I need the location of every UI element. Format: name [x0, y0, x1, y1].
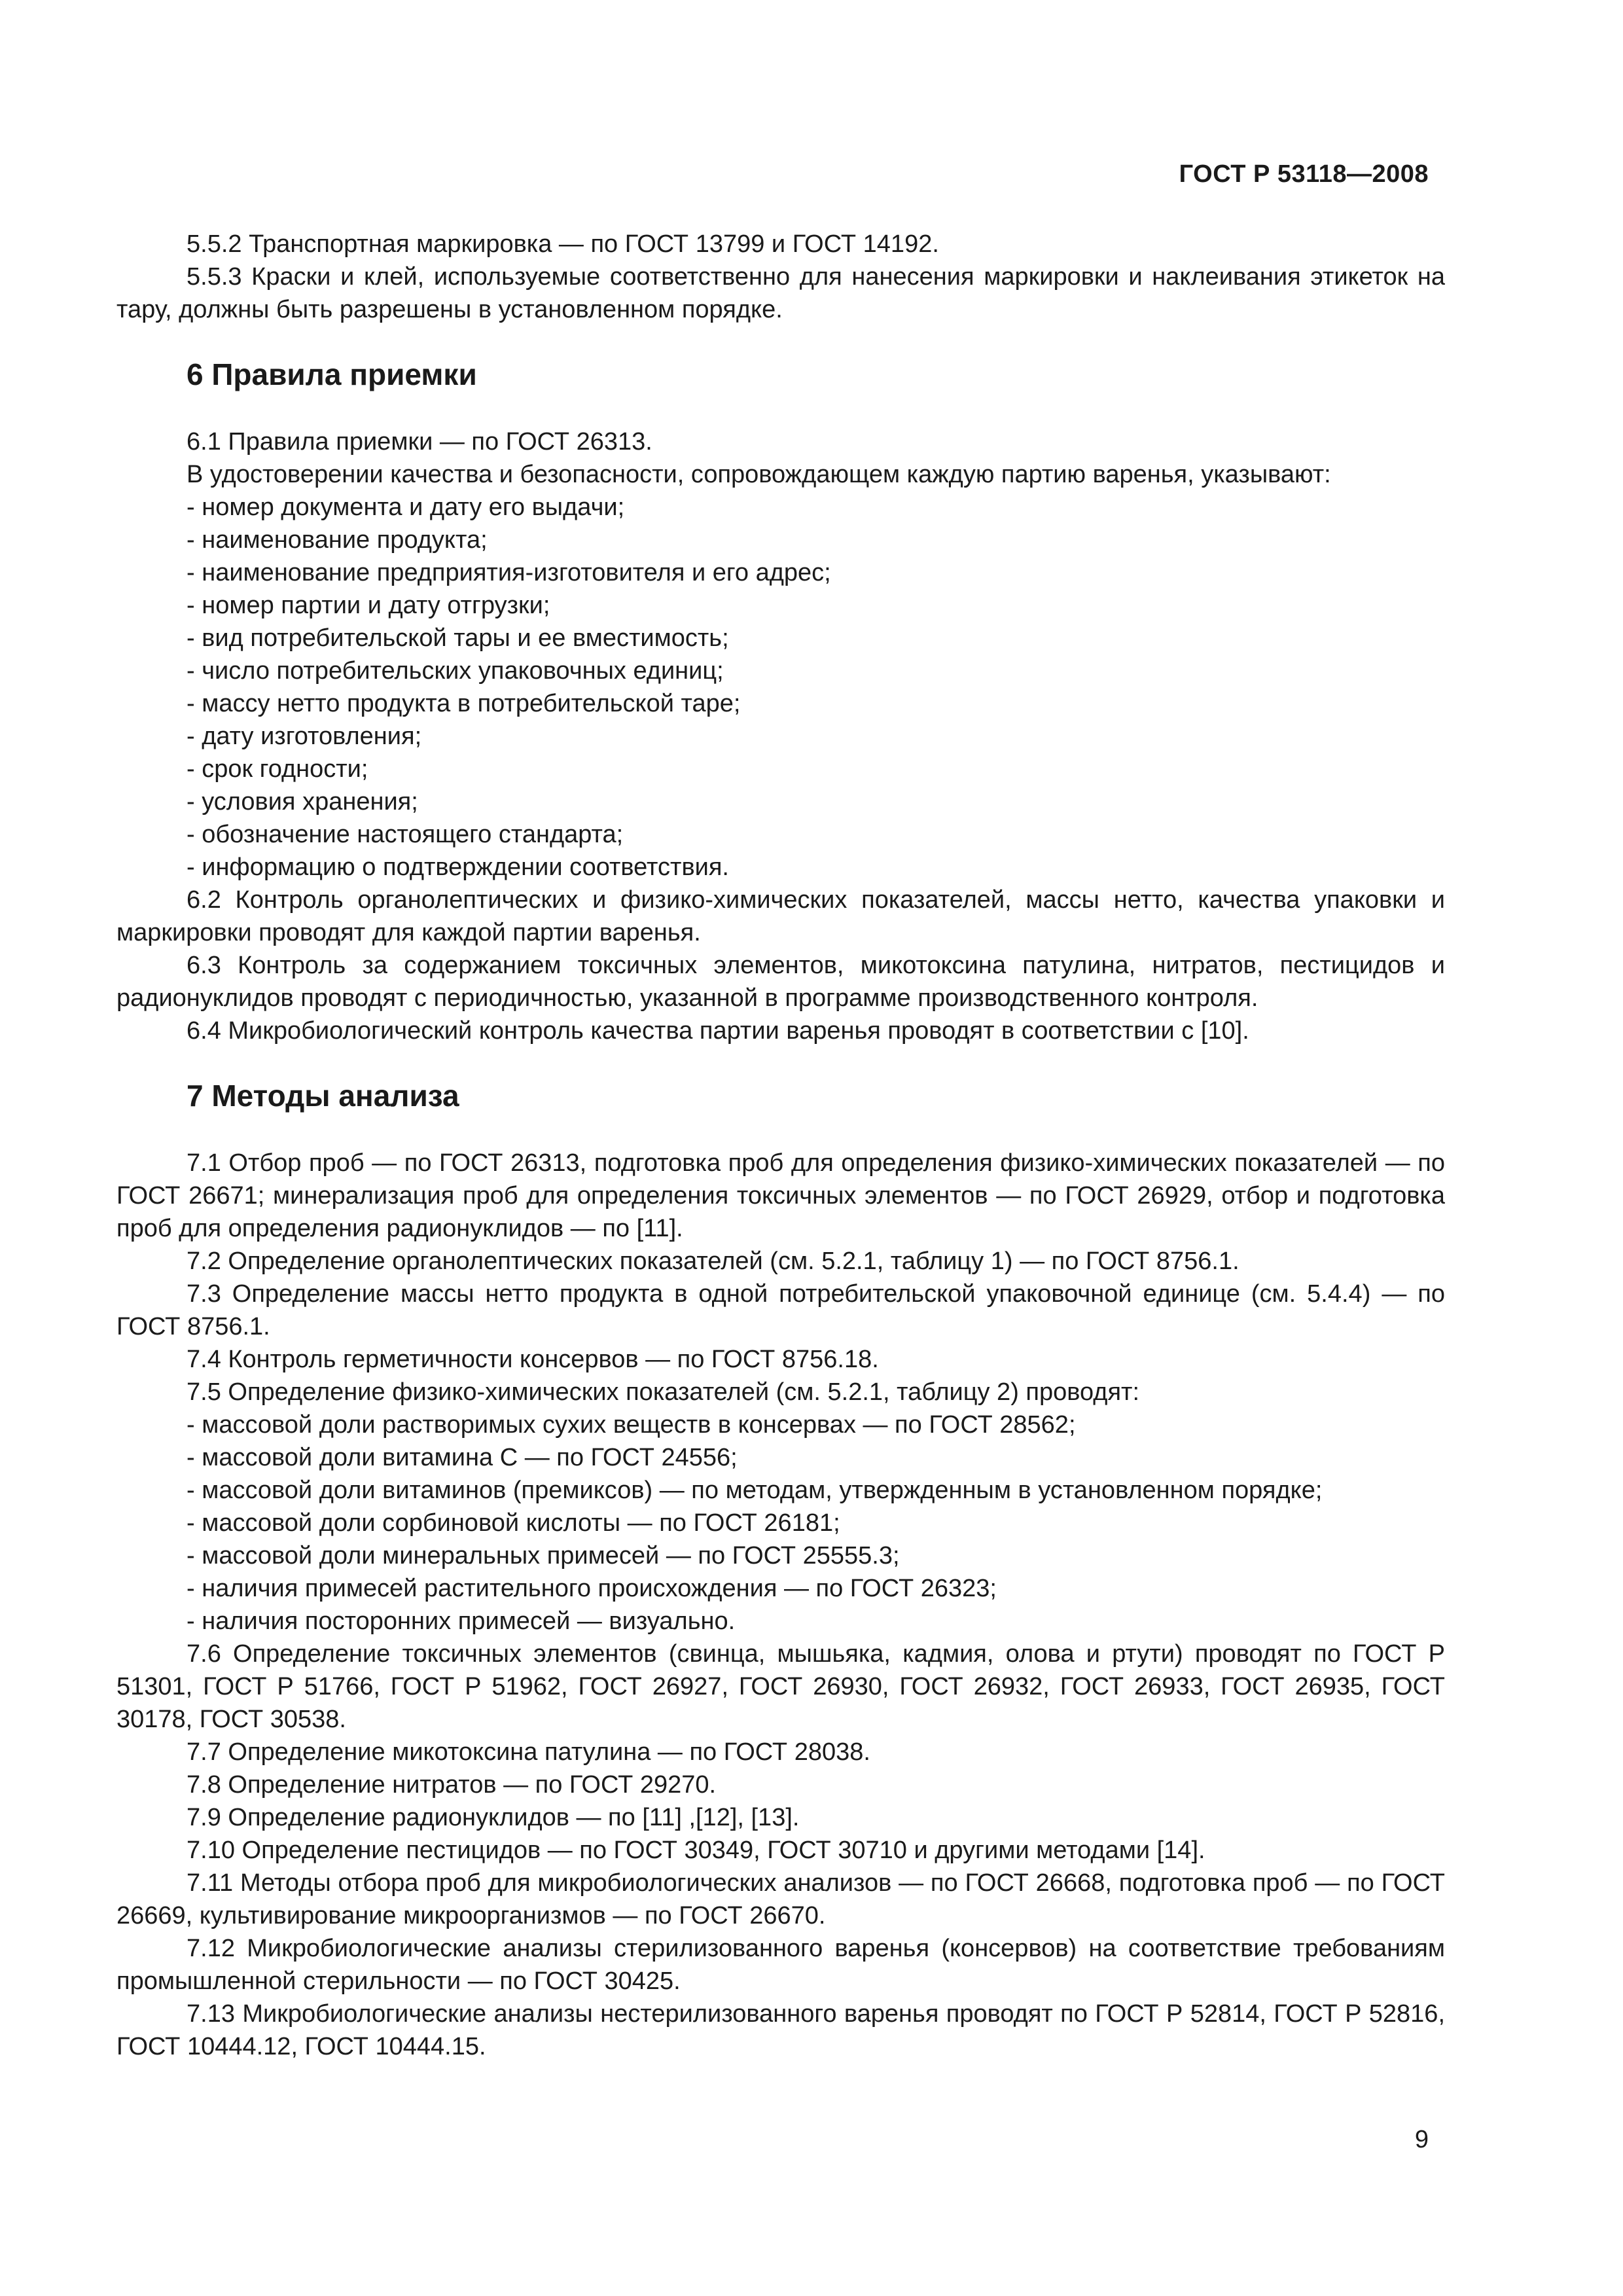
section-7-5-list — [116, 1408, 1445, 1638]
list-item: - наличия примесей растительного происхождения — по ГОСТ 26323; — [187, 1575, 997, 1602]
clause-7-13: 7.13 Микробиологические анализы нестерилизованного варенья проводят по ГОСТ Р 52814, ГОСТ Р 52816, ГОСТ 10444.12, ГОСТ 10444.15. — [116, 2000, 1445, 2060]
clause-6-1-intro: В удостоверении качества и безопасности, сопровождающем каждую партию варенья, указывают: — [187, 461, 1331, 488]
list-item: - массовой доли витамина С — по ГОСТ 24556; — [187, 1444, 738, 1471]
page-number: 9 — [1414, 2126, 1429, 2153]
clause-7-7: 7.7 Определение микотоксина патулина — по ГОСТ 28038. — [187, 1738, 870, 1766]
list-item: - срок годности; — [187, 755, 368, 783]
clause-5-5-3: 5.5.3 Краски и клей, используемые соответственно для нанесения маркировки и наклеивания этикеток на тару, должны быть разрешены в установленном порядке. — [116, 263, 1445, 323]
list-item: - массовой доли минеральных примесей — по ГОСТ 25555.3; — [187, 1542, 900, 1570]
clause-7-6: 7.6 Определение токсичных элементов (свинца, мышьяка, кадмия, олова и ртути) проводят по ГОСТ Р 51301, ГОСТ Р 51766, ГОСТ Р 51962, ГОСТ 26927, ГОСТ 26930, ГОСТ 26932, ГОСТ 26933, ГОСТ 26935, ГОСТ 30178, ГОСТ 30538. — [116, 1640, 1445, 1733]
list-item: - массу нетто продукта в потребительской таре; — [187, 690, 741, 717]
clause-5-5-2: 5.5.2 Транспортная маркировка — по ГОСТ 13799 и ГОСТ 14192. — [187, 230, 939, 258]
list-item: - массовой доли витаминов (премиксов) — по методам, утвержденным в установленном порядке; — [187, 1477, 1323, 1504]
list-item: - наименование предприятия-изготовителя и его адрес; — [187, 559, 831, 586]
clause-7-9: 7.9 Определение радионуклидов — по [11] ,[12], [13]. — [187, 1804, 800, 1831]
list-item: - дату изготовления; — [187, 723, 422, 750]
clause-7-1: 7.1 Отбор проб — по ГОСТ 26313, подготовка проб для определения физико-химических показателей — по ГОСТ 26671; минерализация проб для определения токсичных элементов — по ГОСТ 26929, отбор и подготовка проб для определения радионуклидов — по [11]. — [116, 1149, 1445, 1242]
list-item: - массовой доли сорбиновой кислоты — по ГОСТ 26181; — [187, 1509, 840, 1537]
clause-7-4: 7.4 Контроль герметичности консервов — по ГОСТ 8756.18. — [187, 1346, 879, 1373]
clause-6-2: 6.2 Контроль органолептических и физико-химических показателей, массы нетто, качества упаковки и маркировки проводят для каждой партии варенья. — [116, 886, 1445, 946]
section-6-heading: 6 Правила приемки — [187, 357, 477, 391]
section-7-heading: 7 Методы анализа — [187, 1079, 459, 1113]
clause-7-11: 7.11 Методы отбора проб для микробиологических анализов — по ГОСТ 26668, подготовка проб — по ГОСТ 26669, культивирование микроорганизмов — по ГОСТ 26670. — [116, 1869, 1445, 1929]
clause-7-2: 7.2 Определение органолептических показателей (см. 5.2.1, таблицу 1) — по ГОСТ 8756.1. — [187, 1247, 1240, 1275]
list-item: - обозначение настоящего стандарта; — [187, 821, 624, 848]
clause-6-1: 6.1 Правила приемки — по ГОСТ 26313. — [187, 428, 652, 456]
list-item: - номер партии и дату отгрузки; — [187, 592, 550, 619]
list-item: - наименование продукта; — [187, 526, 488, 554]
list-item: - вид потребительской тары и ее вместимость; — [187, 624, 729, 652]
list-item: - условия хранения; — [187, 788, 418, 816]
list-item: - массовой доли растворимых сухих веществ в консервах — по ГОСТ 28562; — [187, 1411, 1076, 1439]
list-item: - число потребительских упаковочных единиц; — [187, 657, 724, 685]
list-item: - номер документа и дату его выдачи; — [187, 493, 625, 521]
list-item: - информацию о подтверждении соответствия. — [187, 853, 729, 881]
clause-6-3: 6.3 Контроль за содержанием токсичных элементов, микотоксина патулина, нитратов, пестицидов и радионуклидов проводят с периодичностью, указанной в программе производственного контроля. — [116, 952, 1445, 1012]
clause-7-10: 7.10 Определение пестицидов — по ГОСТ 30349, ГОСТ 30710 и другими методами [14]. — [187, 1837, 1205, 1864]
clause-6-4: 6.4 Микробиологический контроль качества партии варенья проводят в соответствии с [10]. — [187, 1017, 1249, 1045]
page-content — [116, 228, 1445, 2063]
list-item: - наличия посторонних примесей — визуально. — [187, 1607, 736, 1635]
clause-7-12: 7.12 Микробиологические анализы стерилизованного варенья (консервов) на соответствие требованиям промышленной стерильности — по ГОСТ 30425. — [116, 1935, 1445, 1995]
document-code: ГОСТ Р 53118—2008 — [1179, 160, 1429, 188]
clause-7-8: 7.8 Определение нитратов — по ГОСТ 29270. — [187, 1771, 717, 1799]
clause-7-5: 7.5 Определение физико-химических показателей (см. 5.2.1, таблицу 2) проводят: — [187, 1378, 1140, 1406]
clause-7-3: 7.3 Определение массы нетто продукта в одной потребительской упаковочной единице (см. 5.4.4) — по ГОСТ 8756.1. — [116, 1280, 1445, 1340]
section-6-list — [116, 491, 1445, 884]
